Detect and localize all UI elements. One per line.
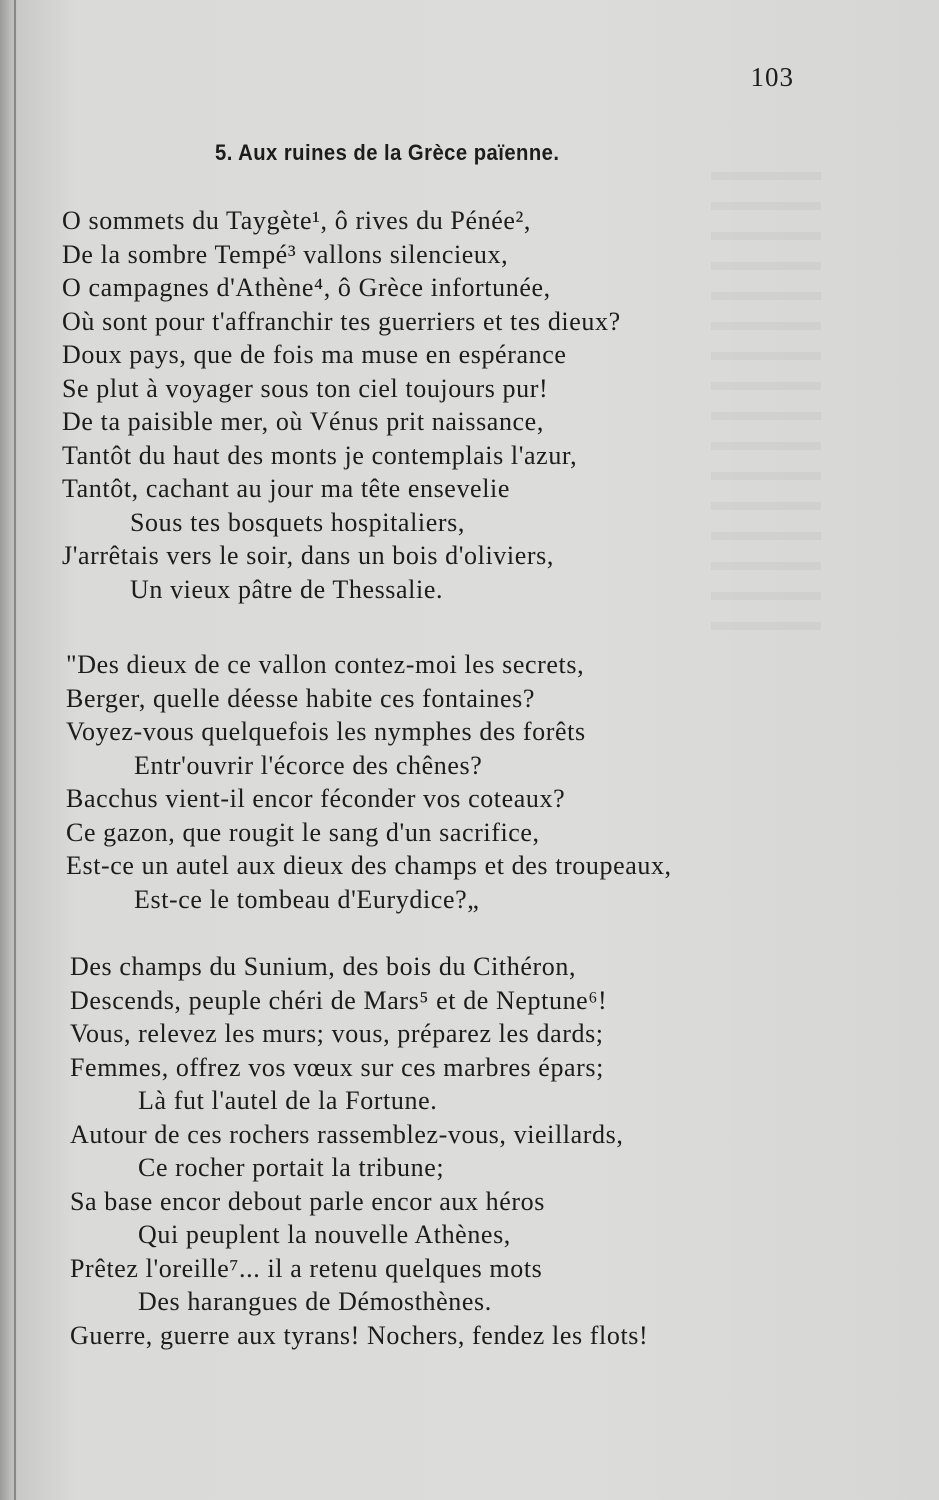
- poem-line: J'arrêtais vers le soir, dans un bois d'oliviers,: [62, 541, 554, 570]
- stanza-1: [62, 204, 822, 606]
- stanza-3: [70, 950, 830, 1352]
- poem-line: Qui peuplent la nouvelle Athènes,: [138, 1220, 511, 1249]
- page-number: 103: [750, 62, 794, 92]
- poem-line: O campagnes d'Athène⁴, ô Grèce infortunée,: [62, 273, 551, 302]
- poem-line: Là fut l'autel de la Fortune.: [138, 1086, 438, 1115]
- poem-line: Est-ce le tombeau d'Eurydice?„: [134, 884, 480, 914]
- poem-line: Doux pays, que de fois ma muse en espérance: [62, 340, 567, 369]
- poem-line: Se plut à voyager sous ton ciel toujours pur!: [62, 373, 549, 403]
- poem-line: Tantôt, cachant au jour ma tête ensevelie: [62, 474, 510, 503]
- poem-line: Où sont pour t'affranchir tes guerriers et tes dieux?: [62, 306, 621, 336]
- poem-line: Femmes, offrez vos vœux sur ces marbres épars;: [70, 1052, 604, 1082]
- poem-line: Prêtez l'oreille⁷... il a retenu quelques mots: [70, 1253, 543, 1283]
- poem-line: Un vieux pâtre de Thessalie.: [130, 574, 444, 604]
- book-spine-shadow: [0, 0, 20, 1500]
- poem-line: Voyez-vous quelquefois les nymphes des forêts: [66, 717, 586, 746]
- poem-line: Vous, relevez les murs; vous, préparez les dards;: [70, 1019, 604, 1048]
- poem-line: Autour de ces rochers rassemblez-vous, vieillards,: [70, 1119, 624, 1149]
- poem-line: "Des dieux de ce vallon contez-moi les secrets,: [66, 650, 585, 679]
- poem-line: Sa base encor debout parle encor aux héros: [70, 1186, 545, 1216]
- poem-line: Tantôt du haut des monts je contemplais l'azur,: [62, 440, 578, 470]
- poem-line: Berger, quelle déesse habite ces fontaines?: [66, 683, 535, 713]
- book-gutter-line: [14, 0, 16, 1500]
- poem-line: Descends, peuple chéri de Mars⁵ et de Neptune⁶!: [70, 985, 608, 1015]
- poem-line: Ce rocher portait la tribune;: [138, 1153, 445, 1182]
- poem-line: Ce gazon, que rougit le sang d'un sacrifice,: [66, 817, 540, 847]
- poem-line: De ta paisible mer, où Vénus prit naissance,: [62, 407, 544, 436]
- poem-line: Est-ce un autel aux dieux des champs et des troupeaux,: [66, 851, 672, 880]
- poem-line: Bacchus vient-il encor féconder vos coteaux?: [66, 784, 566, 813]
- stanza-2: [66, 648, 826, 916]
- poem-line: Entr'ouvrir l'écorce des chênes?: [134, 750, 483, 780]
- poem-title: 5. Aux ruines de la Grèce païenne.: [215, 140, 560, 165]
- poem-line: Guerre, guerre aux tyrans! Nochers, fendez les flots!: [70, 1320, 649, 1350]
- poem-line: Des champs du Sunium, des bois du Cithéron,: [70, 952, 577, 981]
- poem-line: Des harangues de Démosthènes.: [138, 1287, 492, 1316]
- poem-line: De la sombre Tempé³ vallons silencieux,: [62, 239, 509, 269]
- poem-line: O sommets du Taygète¹, ô rives du Pénée²,: [62, 206, 531, 235]
- poem-line: Sous tes bosquets hospitaliers,: [130, 507, 465, 537]
